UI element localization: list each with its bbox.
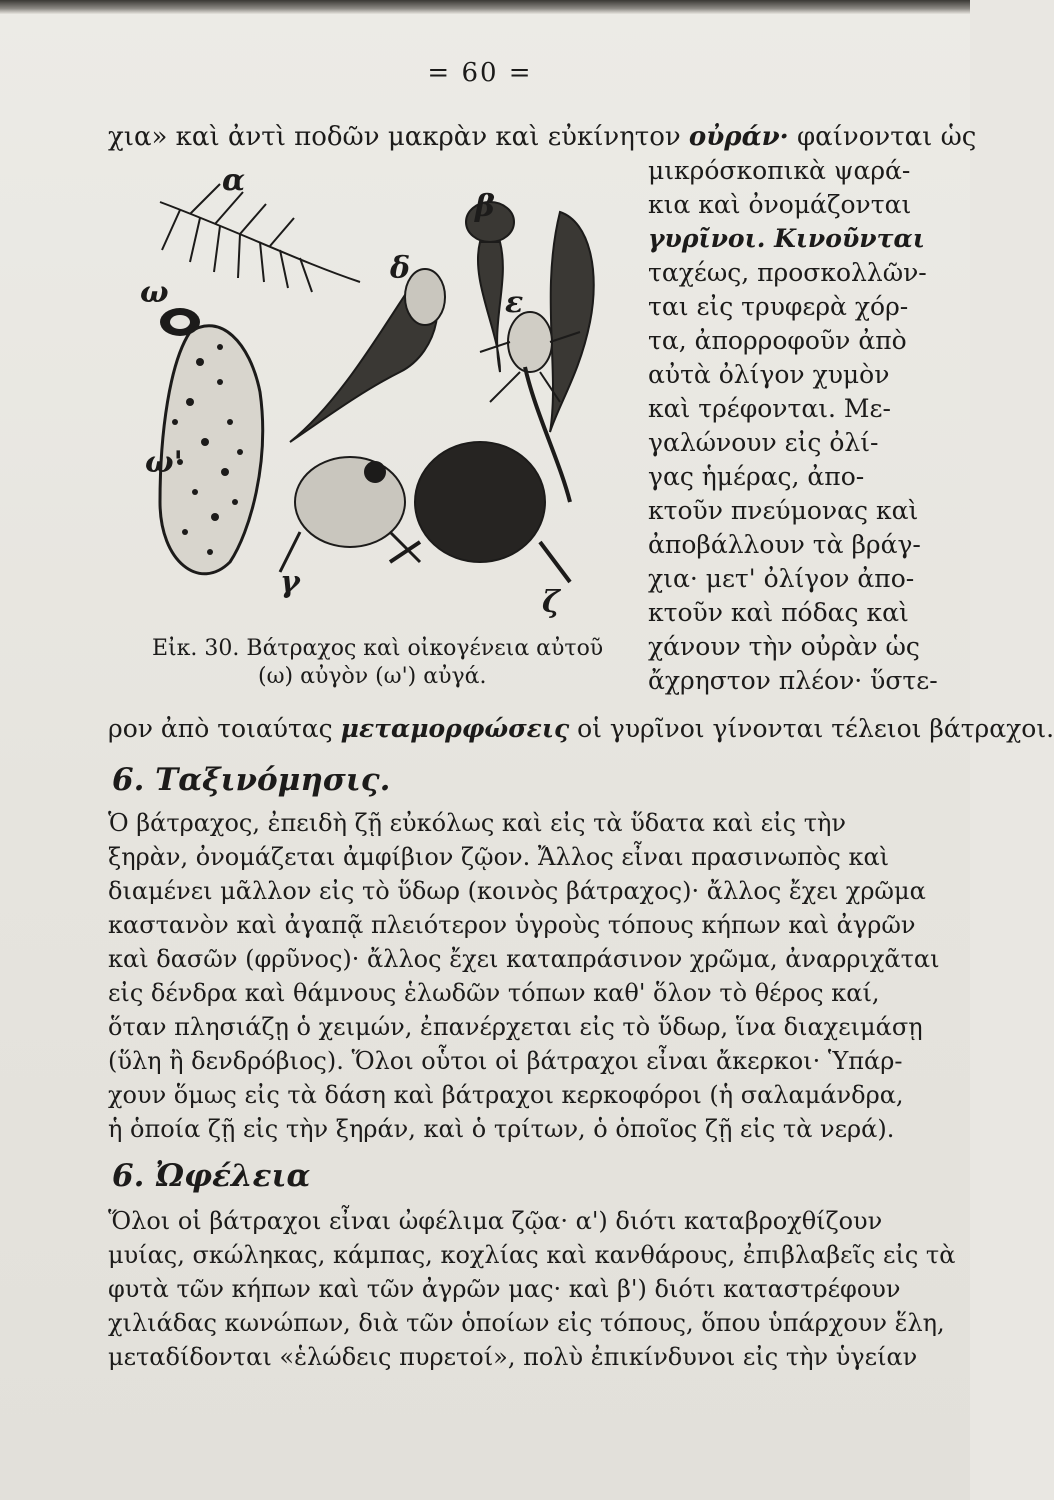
after-figure-bold: μεταμορφώσεις [340, 714, 570, 743]
figure-label-zeta: ζ [542, 585, 560, 620]
after-figure-part2: οἱ γυρῖνοι γίνονται τέλειοι βάτραχοι. [569, 714, 1054, 743]
figure-label-beta: β [475, 189, 495, 224]
section-heading-classification: 6. Ταξινόμησις. [112, 762, 391, 798]
figure-label-omega: ω [140, 275, 169, 310]
right-column-line: καὶ τρέφονται. Με- [648, 394, 891, 423]
right-column-line: γας ἡμέρας, ἀπο- [648, 462, 865, 491]
section2-line: φυτὰ τῶν κήπων καὶ τῶν ἀγρῶν μας· καὶ β') διότι καταστρέφουν [108, 1275, 901, 1303]
section1-line: διαμένει μᾶλλον εἰς τὸ ὕδωρ (κοινὸς βάτραχος)· ἄλλος ἔχει χρῶμα [108, 877, 926, 905]
section2-line: μεταδίδονται «ἑλώδεις πυρετοί», πολὺ ἐπικίνδυνοι εἰς τὴν ὑγείαν [108, 1343, 918, 1371]
section1-line: εἰς δένδρα καὶ θάμνους ἑλωδῶν τόπων καθ' ὅλον τὸ θέρος καί, [108, 979, 880, 1007]
right-column-line: τα, ἀπορροφοῦν ἀπὸ [648, 326, 907, 355]
right-column-line: κτοῦν πνεύμονας καὶ [648, 496, 919, 525]
after-figure-part1: ρον ἀπὸ τοιαύτας [108, 714, 341, 743]
right-column-line: χάνουν τὴν οὐρὰν ὡς [648, 632, 920, 661]
right-column-line: ἀποβάλλουν τὰ βράγ- [648, 530, 921, 559]
section2-line: Ὅλοι οἱ βάτραχοι εἶναι ὠφέλιμα ζῷα· α') διότι καταβροχθίζουν [108, 1207, 883, 1235]
right-column-line: γυρῖνοι. Κινοῦνται [648, 224, 925, 253]
frog-lifecycle-illustration [120, 163, 640, 632]
section1-line: Ὁ βάτραχος, ἐπειδὴ ζῇ εὐκόλως καὶ εἰς τὰ ὕδατα καὶ εἰς τὴν [108, 809, 846, 837]
right-column-line: μικρόσκοπικὰ ψαρά- [648, 156, 911, 185]
section1-line: καστανὸν καὶ ἀγαπᾷ πλειότερον ὑγροὺς τόπους κήπων καὶ ἀγρῶν [108, 911, 916, 939]
right-column-line: αὐτὰ ὀλίγον χυμὸν [648, 360, 890, 389]
figure-label-epsilon: ε [505, 285, 524, 320]
right-column-line: χια· μετ' ὀλίγον ἀπο- [648, 564, 915, 593]
first-line-part1: χια» καὶ ἀντὶ ποδῶν μακρὰν καὶ εὐκίνητον [108, 122, 689, 152]
tadpole-drawing-gamma [550, 212, 594, 432]
first-line-bold: οὐράν· [688, 122, 789, 152]
after-figure-line [108, 712, 1054, 746]
section1-line: χουν ὅμως εἰς τὰ δάση καὶ βάτραχοι κερκοφόροι (ἡ σαλαμάνδρα, [108, 1081, 904, 1109]
right-column-line: κτοῦν καὶ πόδας καὶ [648, 598, 909, 627]
section2-line: χιλιάδας κωνώπων, διὰ τῶν ὁποίων εἰς τόπους, ὅπου ὑπάρχουν ἕλη, [108, 1309, 945, 1337]
figure-label-gamma: γ [280, 565, 300, 600]
single-egg-drawing [160, 308, 200, 336]
first-line-part2: φαίνονται ὡς [788, 122, 977, 152]
right-column-line: ται εἰς τρυφερὰ χόρ- [648, 292, 909, 321]
figure-label-omega-prime: ω' [145, 445, 183, 480]
figure-label-delta: δ [390, 251, 411, 286]
right-column-line: κια καὶ ὀνομάζονται [648, 190, 912, 219]
right-column-line: ταχέως, προσκολλῶν- [648, 258, 927, 287]
scan-edge [0, 0, 970, 14]
section-heading-benefit: 6. Ὠφέλεια [112, 1158, 311, 1194]
section1-line: ἡ ὁποία ζῇ εἰς τὴν ξηράν, καὶ ὁ τρίτων, ὁ ὁποῖος ζῇ εἰς τὰ νερά). [108, 1115, 895, 1143]
figure-label-alpha: α [222, 163, 246, 198]
section1-line: καὶ δασῶν (φρῦνος)· ἄλλος ἔχει καταπράσινον χρῶμα, ἀναρριχᾶται [108, 945, 940, 973]
right-column-line: ἄχρηστον πλέον· ὕστε- [648, 666, 938, 695]
figure-caption-line1: Εἰκ. 30. Βάτραχος καὶ οἰκογένεια αὐτοῦ [152, 636, 604, 661]
section2-line: μυίας, σκώληκας, κάμπας, κοχλίας καὶ κανθάρους, ἐπιβλαβεῖς εἰς τὰ [108, 1241, 956, 1269]
section1-line: ὅταν πλησιάζῃ ὁ χειμών, ἐπανέρχεται εἰς τὸ ὕδωρ, ἵνα διαχειμάσῃ [108, 1013, 923, 1041]
plant-frond-drawing [160, 184, 360, 292]
tadpole-drawing-delta [290, 269, 445, 442]
figure-caption-line2: (ω) αὐγὸν (ω') αὐγά. [258, 664, 487, 689]
page-number: = 60 = [427, 58, 533, 88]
right-column-line: γαλώνουν εἰς ὀλί- [648, 428, 879, 457]
section1-line: ξηρὰν, ὀνομάζεται ἀμφίβιον ζῷον. Ἄλλος εἶναι πρασινωπὸς καὶ [108, 843, 890, 871]
section1-line: (ὕλη ἢ δενδρόβιος). Ὅλοι οὗτοι οἱ βάτραχοι εἶναι ἄκερκοι· Ὑπάρ- [108, 1047, 903, 1075]
first-text-line [108, 120, 976, 154]
